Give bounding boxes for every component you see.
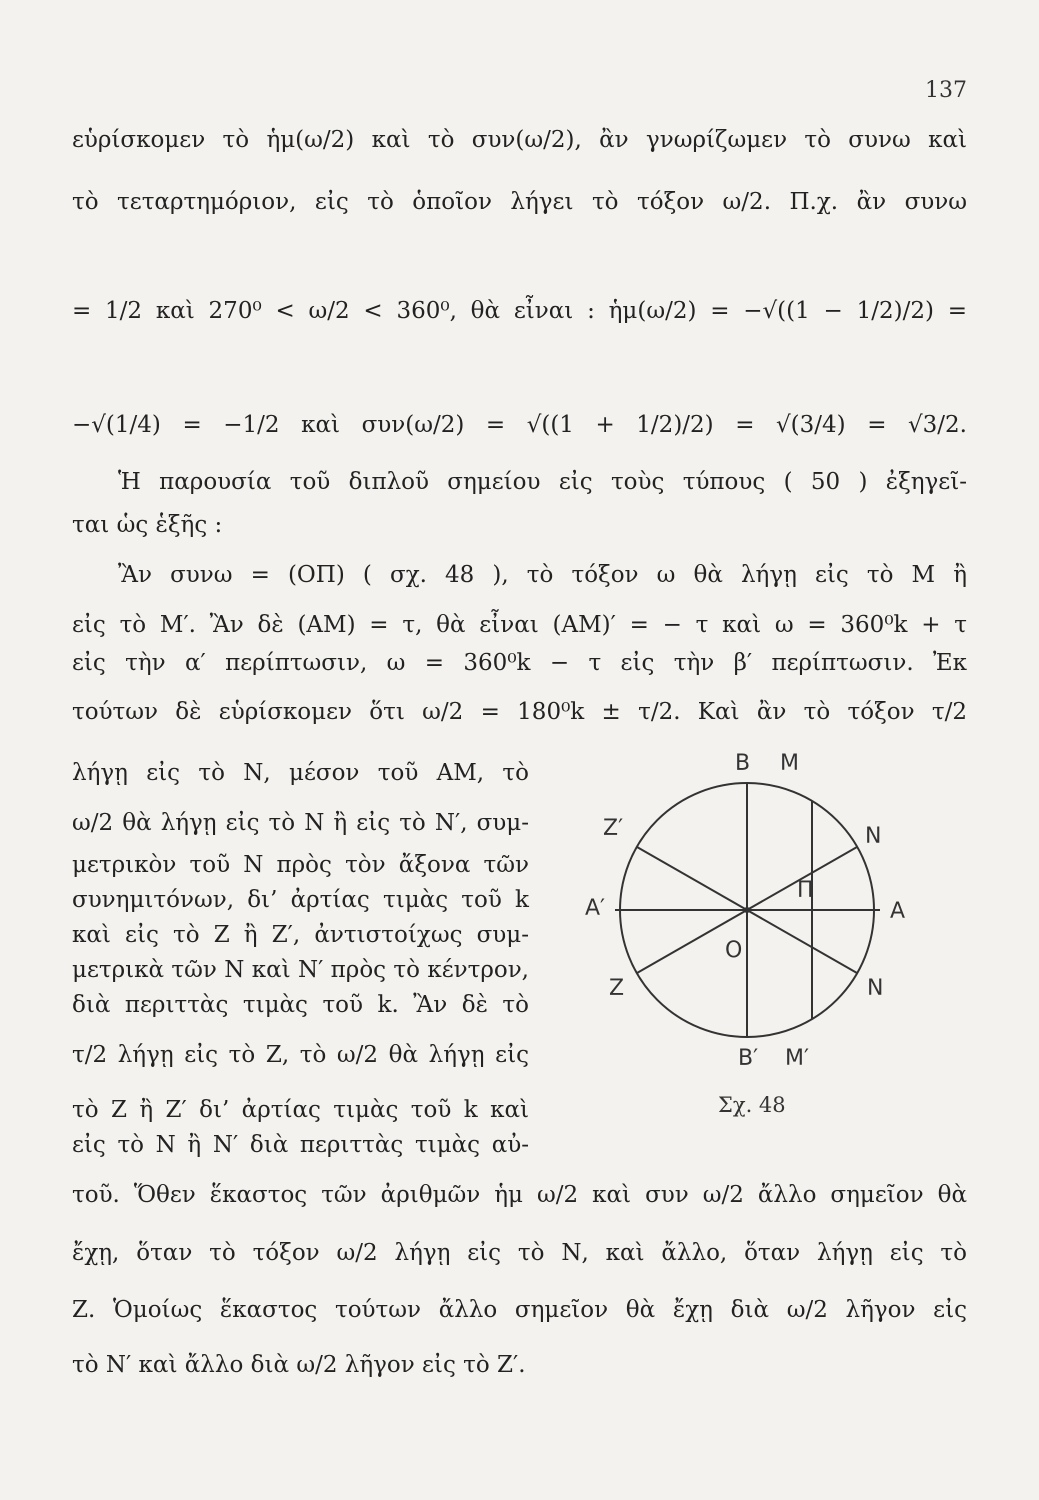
label-b: Β <box>735 751 751 776</box>
text-line: εἰς τὴν α′ περίπτωσιν, ω = 360⁰k − τ εἰς τὴν β′ περίπτωσιν. Ἐκ <box>72 650 967 676</box>
unit-circle-figure <box>575 745 935 1135</box>
text-line: διὰ περιττὰς τιμὰς τοῦ k. Ἂν δὲ τὸ <box>72 992 529 1018</box>
text-line: εἰς τὸ Ν ἢ Ν′ διὰ περιττὰς τιμὰς αὐ- <box>72 1132 529 1158</box>
text-line: εἰς τὸ Μ′. Ἂν δὲ (ΑΜ) = τ, θὰ εἶναι (ΑΜ)′ = − τ καὶ ω = 360⁰k + τ <box>72 612 967 638</box>
text-line: Ἡ παρουσία τοῦ διπλοῦ σημείου εἰς τοὺς τύπους ( 50 ) ἐξηγεῖ- <box>118 469 967 495</box>
label-o: Ο <box>725 938 743 963</box>
label-a2: Α′ <box>585 896 606 921</box>
text-line: ἔχῃ, ὅταν τὸ τόξον ω/2 λήγῃ εἰς τὸ Ν, καὶ ἄλλο, ὅταν λήγῃ εἰς τὸ <box>72 1240 967 1266</box>
label-n: Ν <box>865 824 882 849</box>
text-line: τὸ Ζ ἢ Ζ′ δι’ ἀρτίας τιμὰς τοῦ k καὶ <box>72 1097 529 1123</box>
text-line: μετρικὸν τοῦ Ν πρὸς τὸν ἄξονα τῶν <box>72 852 529 878</box>
center-point <box>744 907 750 913</box>
label-m2: Μ′ <box>785 1046 809 1071</box>
label-b2: Β′ <box>738 1046 759 1071</box>
text-line: ω/2 θὰ λήγῃ εἰς τὸ Ν ἢ εἰς τὸ Ν′, συμ- <box>72 810 529 836</box>
text-line: τὸ Ν′ καὶ ἄλλο διὰ ω/2 λῆγον εἰς τὸ Ζ′. <box>72 1352 526 1378</box>
text-line: τούτων δὲ εὑρίσκομεν ὅτι ω/2 = 180⁰k ± τ/2. Καὶ ἂν τὸ τόξον τ/2 <box>72 699 967 725</box>
text-line: ται ὡς ἑξῆς : <box>72 512 223 538</box>
equation-line: = 1/2 καὶ 270⁰ < ω/2 < 360⁰, θὰ εἶναι : ἡμ(ω/2) = −√((1 − 1/2)/2) = <box>72 298 967 324</box>
text-line: Ἂν συνω = (ΟΠ) ( σχ. 48 ), τὸ τόξον ω θὰ λήγῃ εἰς τὸ Μ ἢ <box>118 562 967 588</box>
text-line: τοῦ. Ὅθεν ἕκαστος τῶν ἀριθμῶν ἡμ ω/2 καὶ συν ω/2 ἄλλο σημεῖον θὰ <box>72 1182 967 1208</box>
text-line: μετρικὰ τῶν Ν καὶ Ν′ πρὸς τὸ κέντρον, <box>72 957 529 983</box>
text-line: τ/2 λήγῃ εἰς τὸ Ζ, τὸ ω/2 θὰ λήγῃ εἰς <box>72 1042 529 1068</box>
text-line: καὶ εἰς τὸ Ζ ἢ Ζ′, ἀντιστοίχως συμ- <box>72 922 529 948</box>
text-line: λήγῃ εἰς τὸ Ν, μέσον τοῦ ΑΜ, τὸ <box>72 760 529 786</box>
label-p: Π <box>797 878 814 903</box>
label-n2: Ν <box>867 976 884 1001</box>
label-z: Ζ <box>609 976 625 1001</box>
label-z2: Ζ′ <box>603 816 624 841</box>
equation-line: −√(1/4) = −1/2 καὶ συν(ω/2) = √((1 + 1/2)/2) = √(3/4) = √3/2. <box>72 412 967 438</box>
text-line: συνημιτόνων, δι’ ἀρτίας τιμὰς τοῦ k <box>72 887 529 913</box>
text-line: Ζ. Ὁμοίως ἕκαστος τούτων ἄλλο σημεῖον θὰ ἔχῃ διὰ ω/2 λῆγον εἰς <box>72 1297 967 1323</box>
text-line: εὑρίσκομεν τὸ ἡμ(ω/2) καὶ τὸ συν(ω/2), ἂν γνωρίζωμεν τὸ συνω καὶ <box>72 127 967 153</box>
page-number: 137 <box>925 78 967 103</box>
text-line: τὸ τεταρτημόριον, εἰς τὸ ὁποῖον λήγει τὸ τόξον ω/2. Π.χ. ἂν συνω <box>72 189 967 215</box>
label-m: Μ <box>780 751 799 776</box>
figure-caption: Σχ. 48 <box>718 1093 786 1117</box>
label-a: Α <box>890 899 906 924</box>
